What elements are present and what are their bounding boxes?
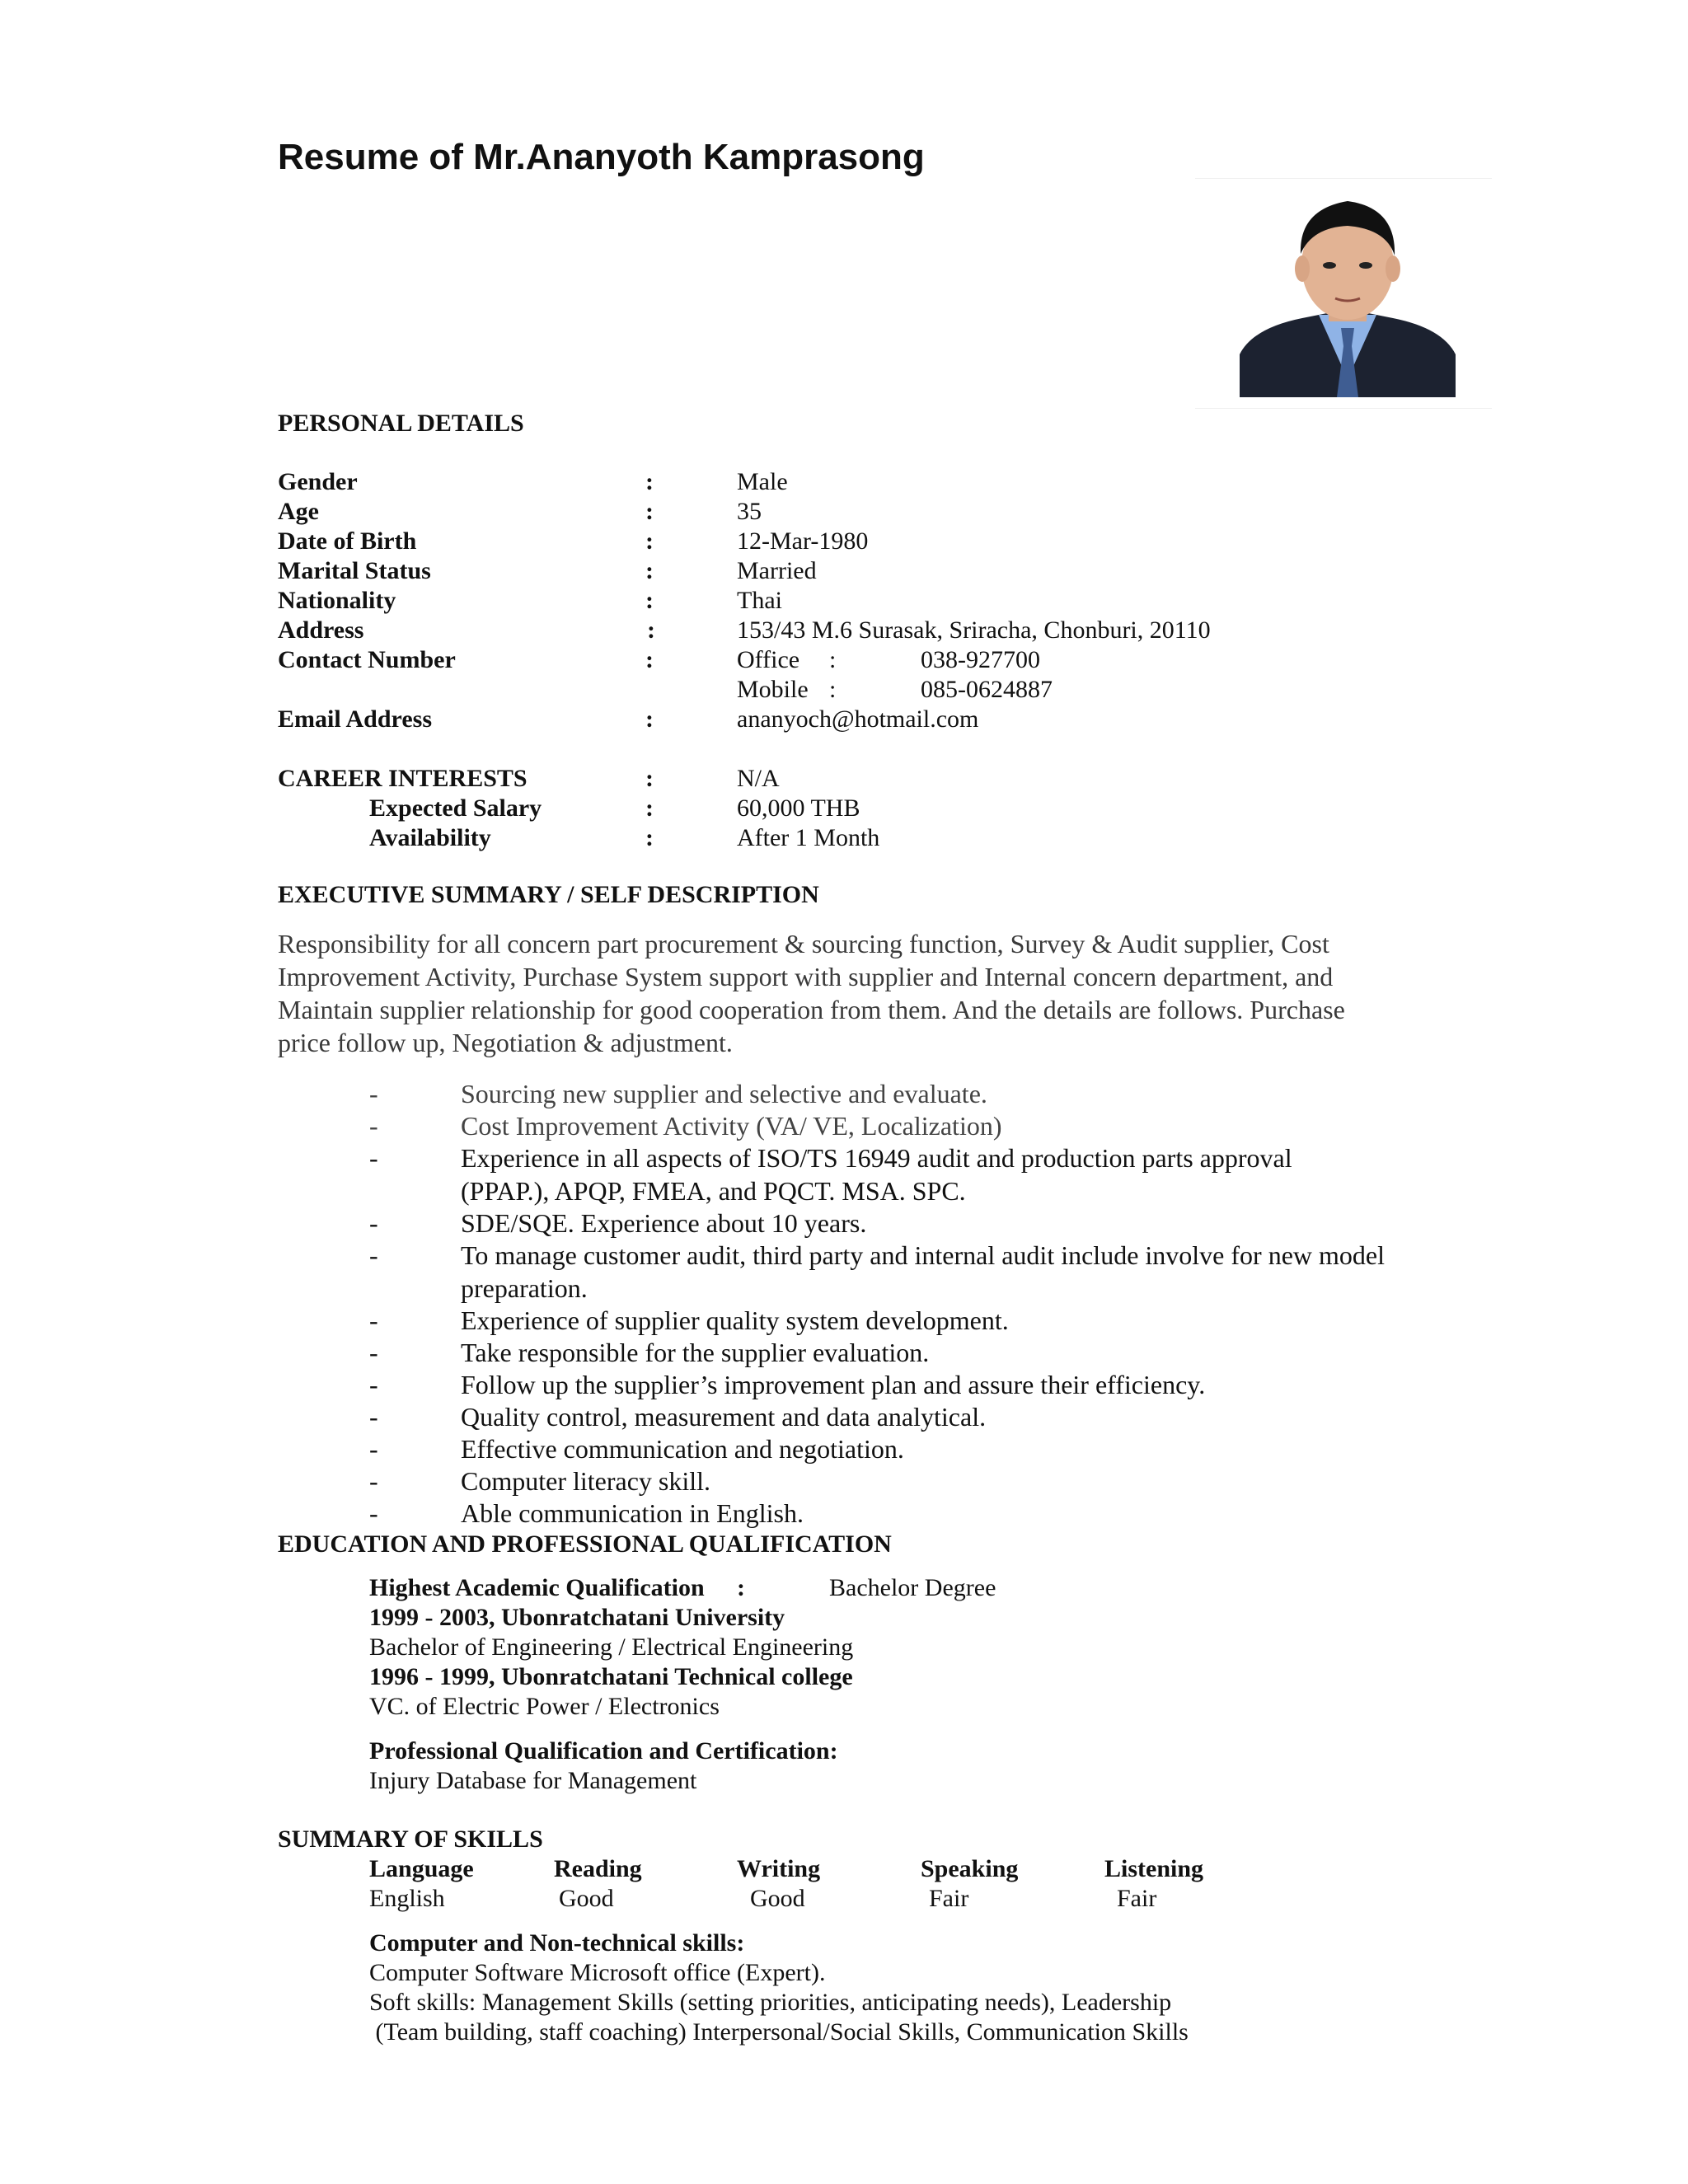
- field-value-marital: Married: [737, 557, 817, 584]
- contact-colon: :: [829, 676, 837, 703]
- bullet-item: [0, 1078, 1688, 1111]
- expected-salary-label: Expected Salary: [369, 794, 542, 822]
- field-label-age: Age: [278, 498, 319, 525]
- bullet-item: [0, 1110, 1688, 1143]
- executive-summary-heading: EXECUTIVE SUMMARY / SELF DESCRIPTION: [278, 881, 819, 908]
- contact-office-label: Office: [737, 646, 800, 673]
- field-colon: :: [645, 765, 654, 792]
- bullet-text: To manage customer audit, third party and internal audit include involve for new model: [461, 1240, 1385, 1270]
- summary-line: Improvement Activity, Purchase System support with supplier and Internal concern department, and: [278, 962, 1334, 991]
- summary-paragraph: [278, 927, 1514, 1059]
- summary-line: Maintain supplier relationship for good cooperation from them. And the details are follows. Purchase: [278, 995, 1345, 1024]
- field-colon: :: [645, 587, 654, 614]
- bullet-item: [0, 1433, 1688, 1466]
- field-value-dob: 12-Mar-1980: [737, 527, 869, 555]
- field-value-age: 35: [737, 498, 762, 525]
- bullet-text: Follow up the supplier’s improvement plan and assure their efficiency.: [461, 1370, 1206, 1399]
- field-label-dob: Date of Birth: [278, 527, 417, 555]
- bullet-item: [0, 1497, 1688, 1530]
- contact-mobile-label: Mobile: [737, 676, 809, 703]
- bullet-text: Take responsible for the supplier evaluation.: [461, 1338, 930, 1367]
- professional-qualification-value: Injury Database for Management: [369, 1767, 697, 1794]
- skills-cell-speaking: Fair: [929, 1885, 969, 1912]
- bullet-dash: -: [369, 1305, 378, 1335]
- skills-cell-listening: Fair: [1117, 1885, 1157, 1912]
- bullet-text: preparation.: [461, 1272, 588, 1303]
- personal-details-heading: PERSONAL DETAILS: [278, 410, 524, 437]
- field-colon: :: [645, 646, 654, 673]
- field-label-marital: Marital Status: [278, 557, 431, 584]
- skills-heading: SUMMARY OF SKILLS: [278, 1825, 543, 1853]
- computer-skills-line: (Team building, staff coaching) Interpersonal/Social Skills, Communication Skills: [369, 2018, 1189, 2046]
- education-entry-detail: Bachelor of Engineering / Electrical Engineering: [369, 1633, 854, 1661]
- field-colon: :: [645, 824, 654, 851]
- contact-colon: :: [829, 646, 837, 673]
- field-colon: :: [645, 498, 654, 525]
- skills-cell-reading: Good: [559, 1885, 614, 1912]
- skills-header-reading: Reading: [554, 1855, 642, 1882]
- summary-line: price follow up, Negotiation & adjustment.: [278, 1028, 733, 1057]
- field-colon: :: [645, 468, 654, 495]
- skills-header-language: Language: [369, 1855, 474, 1882]
- bullet-text: Experience of supplier quality system development.: [461, 1305, 1009, 1335]
- bullet-text: Computer literacy skill.: [461, 1466, 711, 1496]
- profile-photo: [1236, 190, 1459, 397]
- field-colon: :: [645, 705, 654, 733]
- computer-skills-line: Soft skills: Management Skills (setting priorities, anticipating needs), Leadership: [369, 1989, 1172, 2016]
- availability-label: Availability: [369, 824, 491, 851]
- education-heading: EDUCATION AND PROFESSIONAL QUALIFICATION: [278, 1530, 892, 1558]
- field-label-address: Address: [278, 616, 364, 644]
- bullet-dash: -: [369, 1111, 378, 1141]
- bullet-text: Cost Improvement Activity (VA/ VE, Localization): [461, 1111, 1002, 1141]
- bullet-dash: -: [369, 1079, 378, 1108]
- professional-qualification-heading: Professional Qualification and Certification:: [369, 1737, 838, 1765]
- bullet-dash: -: [369, 1466, 378, 1496]
- field-colon: :: [737, 1574, 745, 1601]
- bullet-item: [0, 1142, 1688, 1208]
- bullet-text: Sourcing new supplier and selective and evaluate.: [461, 1079, 987, 1108]
- education-entry-detail: VC. of Electric Power / Electronics: [369, 1693, 720, 1720]
- field-value-gender: Male: [737, 468, 788, 495]
- field-colon: :: [645, 557, 654, 584]
- education-entry-title: 1996 - 1999, Ubonratchatani Technical college: [369, 1663, 853, 1690]
- field-colon: :: [647, 616, 655, 644]
- skills-header-listening: Listening: [1104, 1855, 1204, 1882]
- computer-skills-line: Computer Software Microsoft office (Expert).: [369, 1959, 826, 1986]
- field-label-nationality: Nationality: [278, 587, 396, 614]
- skills-header-speaking: Speaking: [921, 1855, 1019, 1882]
- bullet-item: [0, 1465, 1688, 1498]
- field-label-gender: Gender: [278, 468, 358, 495]
- bullet-item: [0, 1305, 1688, 1338]
- field-label-email: Email Address: [278, 705, 432, 733]
- contact-mobile-value: 085-0624887: [921, 676, 1053, 703]
- bullet-item: [0, 1207, 1688, 1240]
- bullet-text-block: [461, 1240, 1483, 1305]
- bullet-text-block: [461, 1142, 1483, 1207]
- expected-salary-value: 60,000 THB: [737, 794, 860, 822]
- bullet-item: [0, 1240, 1688, 1305]
- skills-cell-writing: Good: [750, 1885, 805, 1912]
- skills-cell-language: English: [369, 1885, 445, 1912]
- bullet-item: [0, 1337, 1688, 1370]
- skills-header-writing: Writing: [737, 1855, 821, 1882]
- bullet-dash: -: [369, 1240, 378, 1270]
- education-entry-title: 1999 - 2003, Ubonratchatani University: [369, 1604, 785, 1631]
- contact-office-value: 038-927700: [921, 646, 1040, 673]
- bullet-text: Quality control, measurement and data analytical.: [461, 1402, 987, 1432]
- bullet-dash: -: [369, 1434, 378, 1464]
- bullet-dash: -: [369, 1143, 378, 1173]
- bullet-text: SDE/SQE. Experience about 10 years.: [461, 1208, 867, 1238]
- field-value-nationality: Thai: [737, 587, 782, 614]
- bullet-item: [0, 1401, 1688, 1434]
- bullet-dash: -: [369, 1498, 378, 1528]
- field-label-contact: Contact Number: [278, 646, 456, 673]
- availability-value: After 1 Month: [737, 824, 880, 851]
- bullet-text: Experience in all aspects of ISO/TS 16949 audit and production parts approval: [461, 1143, 1292, 1173]
- bullet-dash: -: [369, 1208, 378, 1238]
- field-colon: :: [645, 794, 654, 822]
- computer-skills-heading: Computer and Non-technical skills:: [369, 1929, 745, 1957]
- page-title: Resume of Mr.Ananyoth Kamprasong: [278, 137, 925, 177]
- bullet-text: (PPAP.), APQP, FMEA, and PQCT. MSA. SPC.: [461, 1175, 966, 1206]
- field-value-email: ananyoch@hotmail.com: [737, 705, 979, 733]
- bullet-dash: -: [369, 1402, 378, 1432]
- field-colon: :: [645, 527, 654, 555]
- bullet-text: Effective communication and negotiation.: [461, 1434, 904, 1464]
- field-value-address: 153/43 M.6 Surasak, Sriracha, Chonburi, 20110: [737, 616, 1211, 644]
- highest-qualification-label: Highest Academic Qualification: [369, 1574, 705, 1601]
- summary-line: Responsibility for all concern part procurement & sourcing function, Survey & Audit supplier, Cost: [278, 929, 1329, 958]
- bullet-text: Able communication in English.: [461, 1498, 804, 1528]
- career-interests-value: N/A: [737, 765, 780, 792]
- highest-qualification-value: Bachelor Degree: [829, 1574, 996, 1601]
- bullet-dash: -: [369, 1338, 378, 1367]
- bullet-item: [0, 1369, 1688, 1402]
- career-interests-heading: CAREER INTERESTS: [278, 765, 528, 792]
- bullet-dash: -: [369, 1370, 378, 1399]
